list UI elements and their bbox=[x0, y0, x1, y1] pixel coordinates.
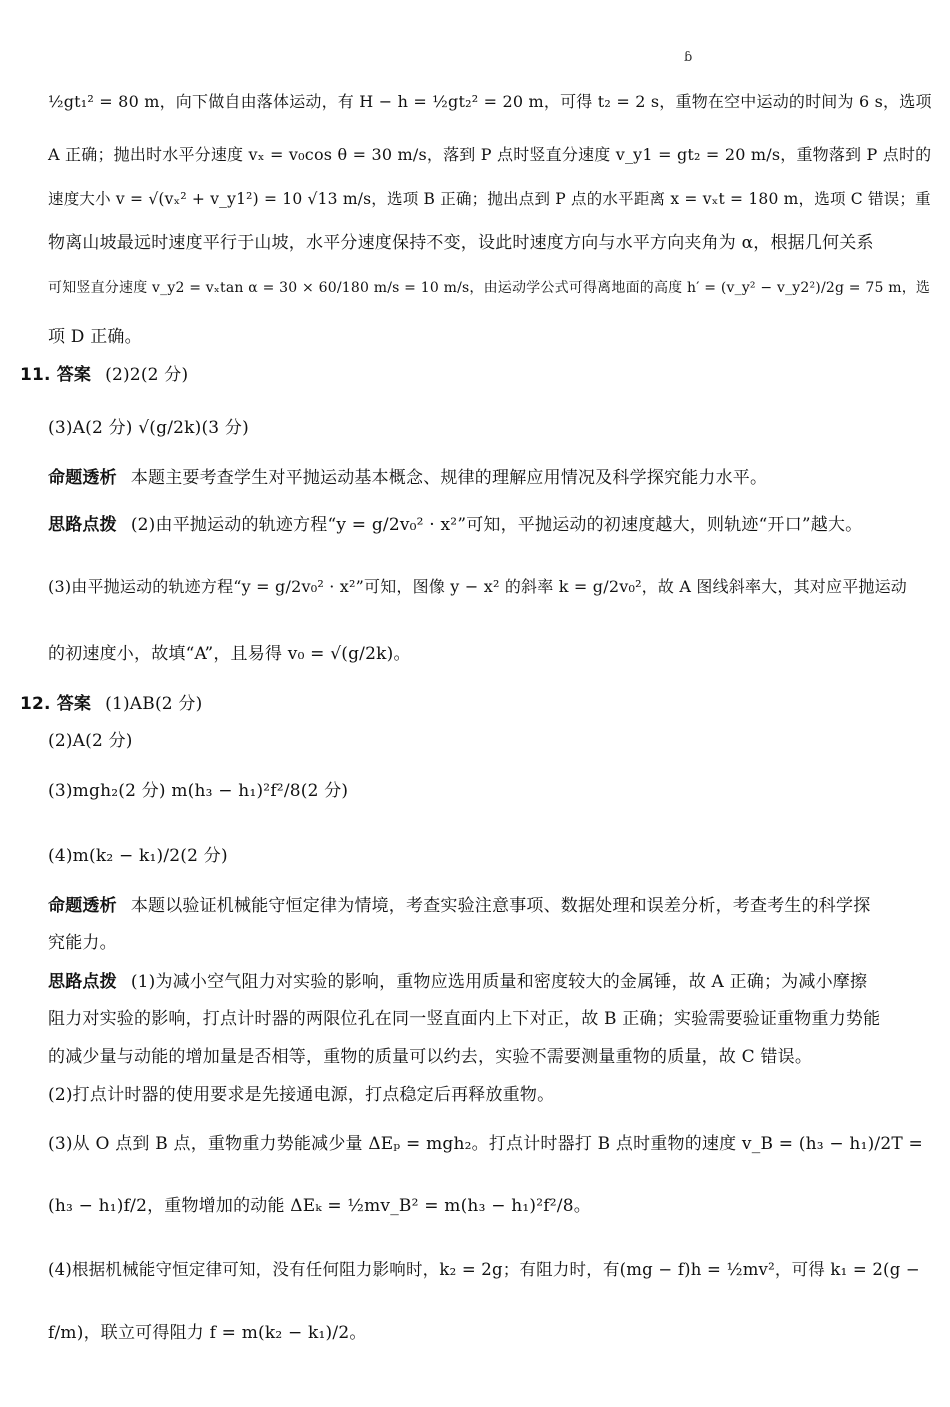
q12-hint-1c: 的减少量与动能的增加量是否相等，重物的质量可以约去，实验不需要测量重物的质量，故 C 错误。 bbox=[48, 1046, 813, 1067]
q10-line-1: ½gt₁² = 80 m，向下做自由落体运动，有 H − h = ½gt₂² = 20 m，可得 t₂ = 2 s，重物在空中运动的时间为 6 s，选项 bbox=[48, 92, 932, 111]
q12-hint-1a: (1)为减小空气阻力对实验的影响，重物应选用质量和密度较大的金属锤，故 A 正确；为减小摩擦 bbox=[130, 971, 868, 992]
q11-intent-label: 命题透析 bbox=[48, 467, 117, 488]
q11-hint-row bbox=[48, 505, 928, 545]
q12-answer-row bbox=[20, 684, 900, 724]
q11-hint-1: (2)由平抛运动的轨迹方程“y = g/2v₀² · x²”可知，平抛运动的初速度越大，则轨迹“开口”越大。 bbox=[130, 514, 863, 535]
q12-hint-1b: 阻力对实验的影响，打点计时器的两限位孔在同一竖直面内上下对正，故 B 正确；实验需要验证重物重力势能 bbox=[48, 1008, 881, 1029]
q11-hint-label: 思路点拨 bbox=[48, 514, 117, 535]
q11-hint-3: 的初速度小，故填“A”，且易得 v₀ = √(g/2k)。 bbox=[48, 643, 411, 664]
q12-answer-1: (1)AB(2 分) bbox=[105, 693, 203, 714]
q12-intent-text-2: 究能力。 bbox=[48, 932, 117, 953]
q12-hint-4a: (4)根据机械能守恒定律可知，没有任何阻力影响时，k₂ = 2g；有阻力时，有(mg − f)h = ½mv²，可得 k₁ = 2(g − bbox=[48, 1259, 920, 1279]
q11-answer-3: (3)A(2 分) √(g/2k)(3 分) bbox=[48, 417, 249, 438]
q10-line-2: A 正确；抛出时水平分速度 vₓ = v₀cos θ = 30 m/s，落到 P 点时竖直分速度 v_y1 = gt₂ = 20 m/s，重物落到 P 点时的 bbox=[48, 145, 932, 164]
q11-answer-2: (2)2(2 分) bbox=[105, 364, 189, 385]
q11-intent-text: 本题主要考查学生对平抛运动基本概念、规律的理解应用情况及科学探究能力水平。 bbox=[130, 467, 768, 488]
q10-line-6: 项 D 正确。 bbox=[48, 326, 142, 347]
q10-line-5: 可知竖直分速度 v_y2 = vₓtan α = 30 × 60/180 m/s = 10 m/s，由运动学公式可得离地面的高度 h′ = (v_y² − v_y2²)/2g = 75 m，选 bbox=[48, 280, 931, 296]
q12-intent-row bbox=[48, 886, 928, 926]
q10-line-3: 速度大小 v = √(vₓ² + v_y1²) = 10 √13 m/s，选项 B 正确；抛出点到 P 点的水平距离 x = vₓt = 180 m，选项 C 错误；重 bbox=[48, 190, 931, 209]
q12-answer-3: (3)mgh₂(2 分) m(h₃ − h₁)²f²/8(2 分) bbox=[48, 780, 349, 801]
q12-hint-4b: f/m)，联立可得阻力 f = m(k₂ − k₁)/2。 bbox=[48, 1322, 367, 1343]
corner-mark: ɓ bbox=[684, 50, 693, 65]
q11-hint-2: (3)由平抛运动的轨迹方程“y = g/2v₀² · x²”可知，图像 y − x² 的斜率 k = g/2v₀²，故 A 图线斜率大，其对应平抛运动 bbox=[48, 577, 908, 596]
q12-hint-3b: (h₃ − h₁)f/2，重物增加的动能 ΔEₖ = ½mv_B² = m(h₃ − h₁)²f²/8。 bbox=[48, 1195, 591, 1216]
q11-answer-label: 答案 bbox=[56, 364, 92, 385]
q12-answer-label: 答案 bbox=[56, 693, 92, 714]
q11-intent-row bbox=[48, 458, 928, 498]
q12-intent-label: 命题透析 bbox=[48, 895, 117, 916]
q12-hint-3a: (3)从 O 点到 B 点，重物重力势能减少量 ΔEₚ = mgh₂。打点计时器打 B 点时重物的速度 v_B = (h₃ − h₁)/2T = bbox=[48, 1133, 923, 1154]
q12-hint-label: 思路点拨 bbox=[48, 971, 117, 992]
q12-intent-text-1: 本题以验证机械能守恒定律为情境，考查实验注意事项、数据处理和误差分析，考查考生的科学探 bbox=[130, 895, 871, 916]
q12-answer-2: (2)A(2 分) bbox=[48, 730, 133, 751]
q12-answer-4: (4)m(k₂ − k₁)/2(2 分) bbox=[48, 845, 228, 866]
q12-hint-row bbox=[48, 962, 928, 1002]
q10-line-4: 物离山坡最远时速度平行于山坡，水平分速度保持不变，设此时速度方向与水平方向夹角为 α，根据几何关系 bbox=[48, 232, 874, 253]
q11-number: 11. bbox=[20, 364, 51, 385]
q11-answer-row bbox=[20, 355, 900, 395]
q12-number: 12. bbox=[20, 693, 51, 714]
q12-hint-2: (2)打点计时器的使用要求是先接通电源，打点稳定后再释放重物。 bbox=[48, 1084, 555, 1105]
